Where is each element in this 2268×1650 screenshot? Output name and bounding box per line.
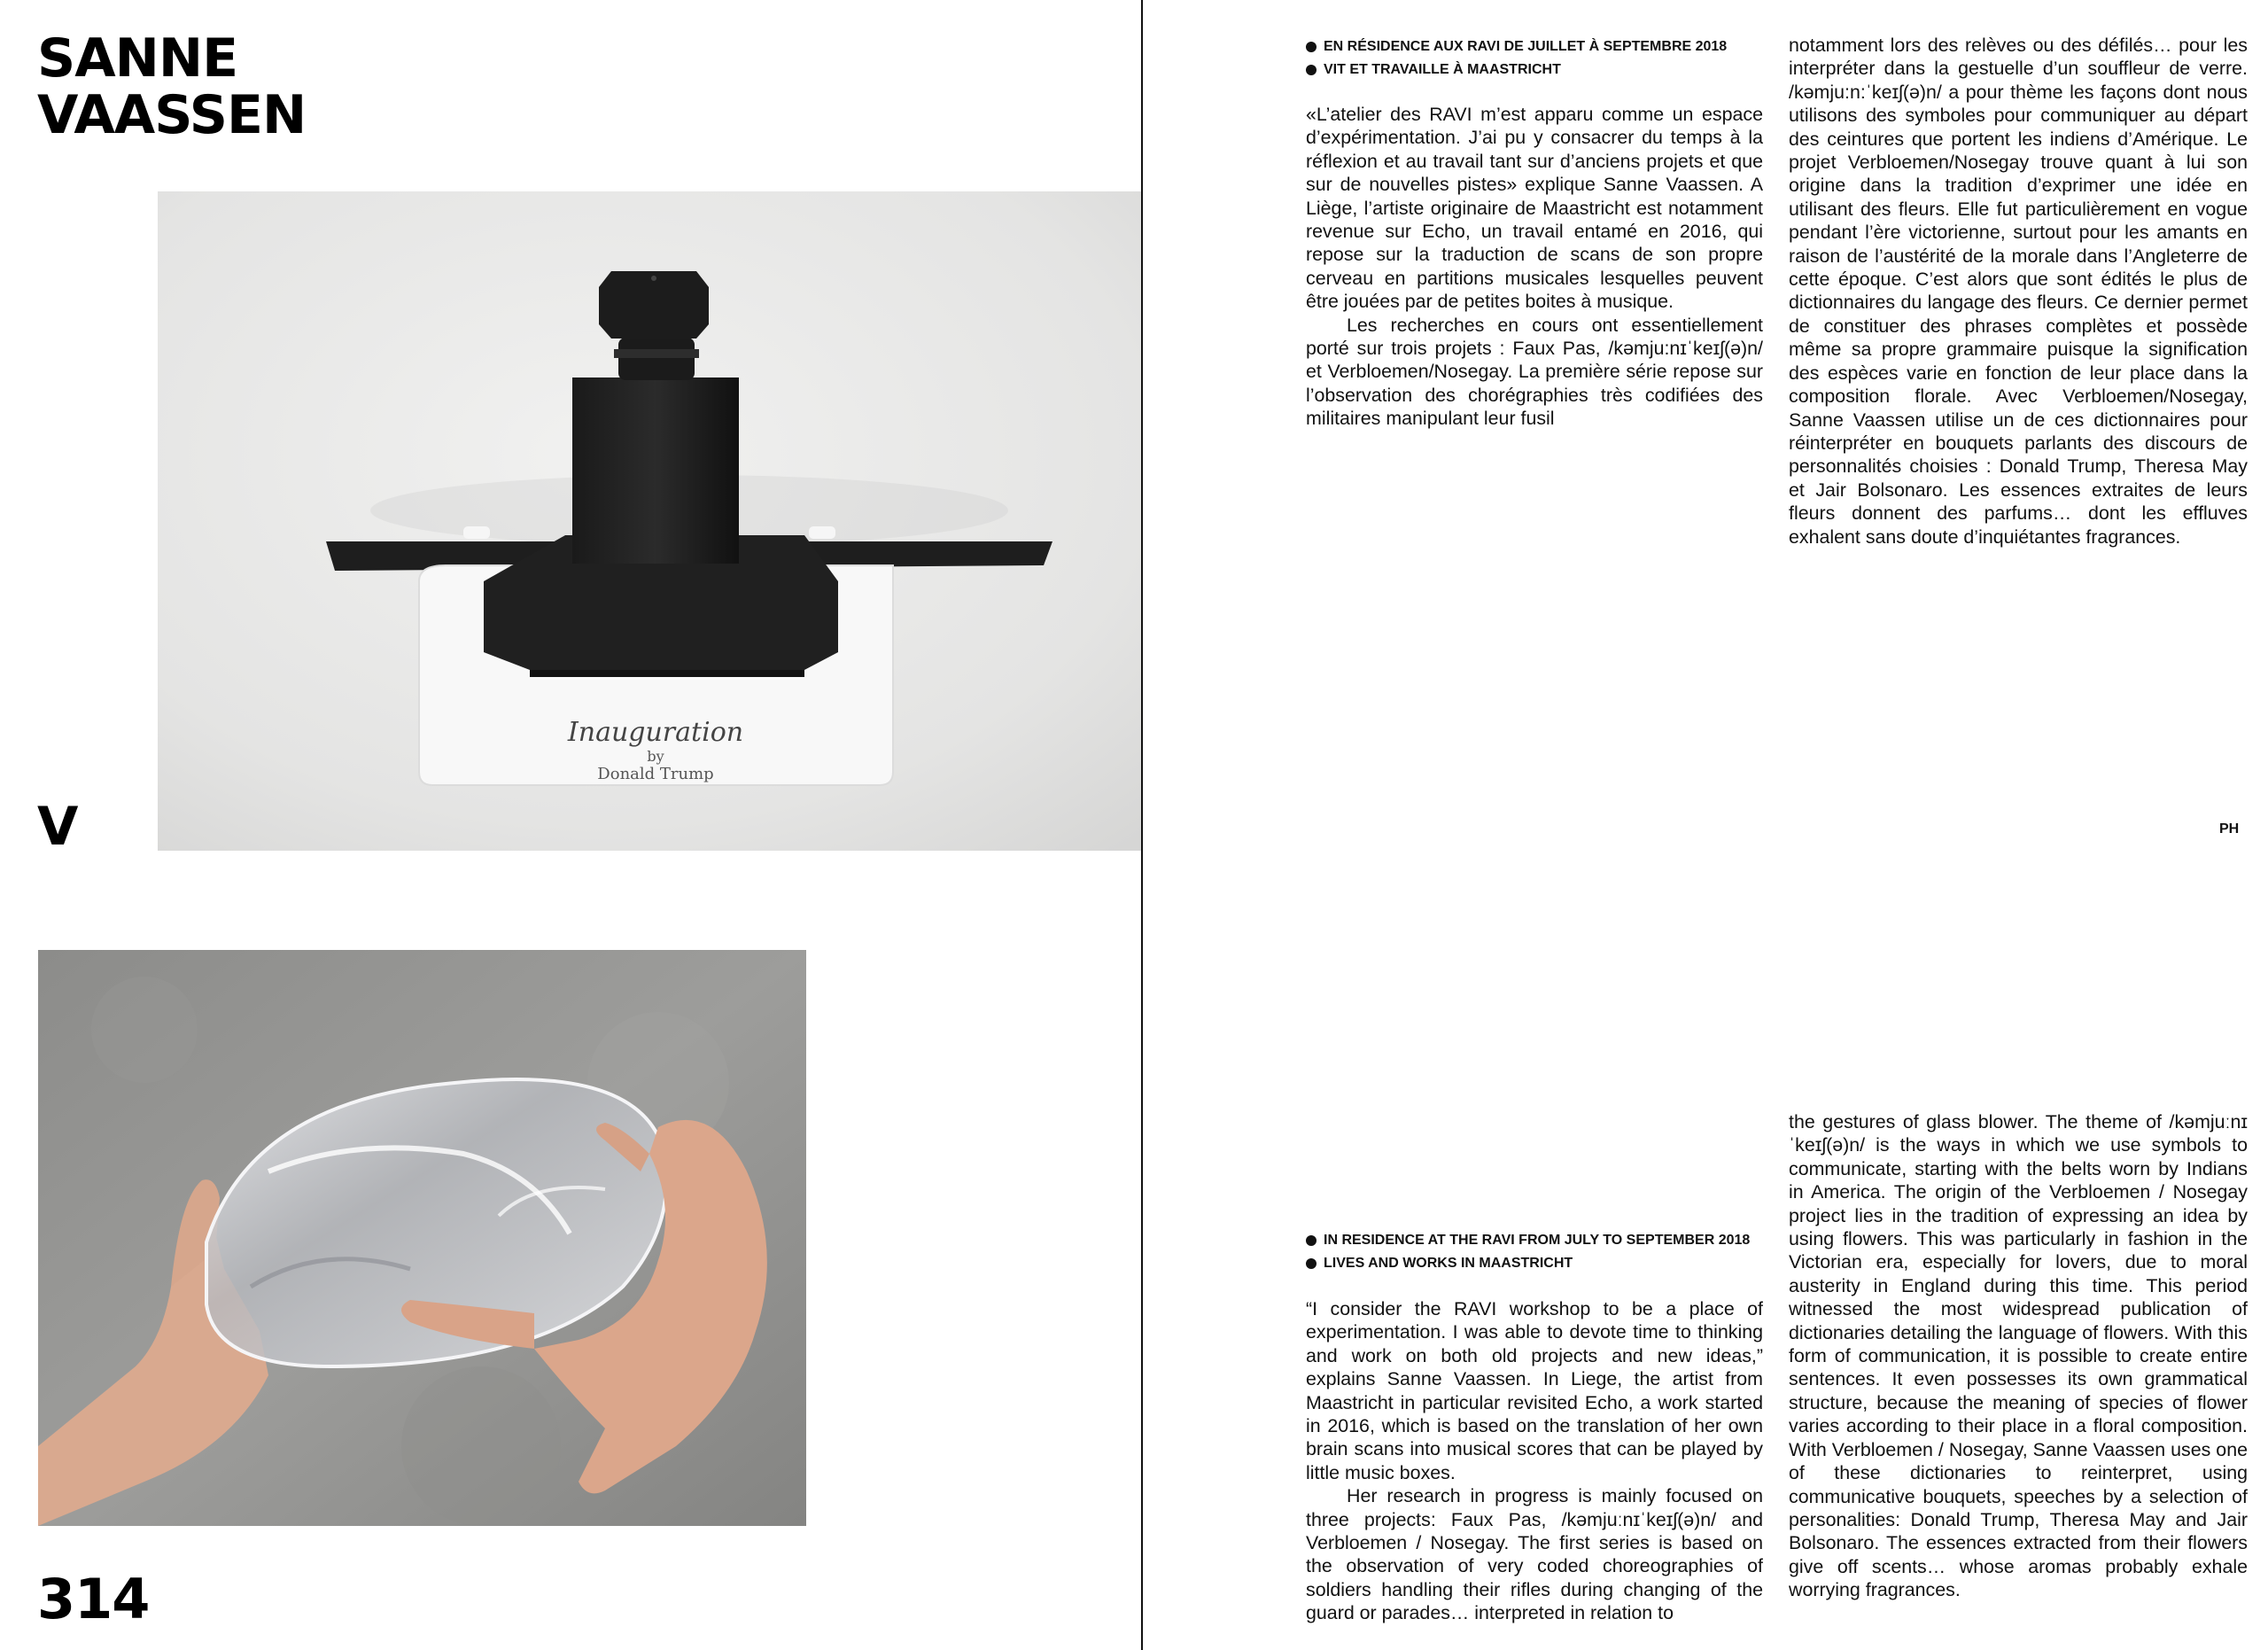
- artist-name: [37, 27, 307, 146]
- english-paragraph-3: the gestures of glass blower. The theme of /kəmjuːnɪˈkeɪʃ(ə)n/ is the ways in which we use symbols to communicate, starting with the belts worn by Indians in America. The origin of the Verbloemen / Nosegay project lies in the tradition of expressing an idea by using flowers. This was particularly in fashion in the Victorian era, especially for lovers, due to moral austerity in England during this time. This period witnessed the most widespread publication of dictionaries detailing the language of flowers. With this form of communication, it is possible to create entire sentences. It even possesses its own grammatical structure, because the meaning of species of flower varies according to their place in a floral composition. With Verbloemen / Nosegay, Sanne Vaassen uses one of these dictionaries to reinterpret, using communicative bouquets, speeches by a selection of personalities: Donald Trump, Theresa May and Jair Bolsonaro. The essences extracted from their flowers give off scents… whose aromas probably exhale worrying fragrances.: [1789, 1111, 2248, 1601]
- english-meta: [1306, 1229, 1750, 1275]
- french-paragraph-3: notamment lors des relèves ou des défilés… pour les interpréter dans la gestuelle d’un souffleur de verre. /kəmju:n:ˈkeɪʃ(ə)n/ a pour thème les façons dont nous utilisons des symboles pour communiquer au départ des ceintures que portent les indiens d’Amérique. Le projet Verbloemen/Nosegay trouve quant à lui son origine dans la tradition d’exprimer une idée en utilisant des fleurs. Elle fut particulièrement en vogue pendant l’ère victorienne, surtout pour les amants en raison de l’austérité de la morale dans l’Angleterre de cette époque. C’est alors que sont édités le plus de dictionnaires du langage des fleurs. Ce dernier permet de constituer des phrases complètes et possède même sa propre grammaire puisque la signification des espèces varie en fonction de leur place dans la composition florale. Avec Verbloemen/Nosegay, Sanne Vaassen utilise un de ces dictionnaires pour réinterpréter en bouquets parlants des discours de personnalités choisies : Donald Trump, Theresa May et Jair Bolsonaro. Les essences extraites de leurs fleurs donnent des parfums… dont les effluves exhalent sans doute d’inquiétantes fragrances.: [1789, 35, 2248, 548]
- meta-line: [1306, 58, 1727, 82]
- bullet-dot-icon: [1306, 1258, 1317, 1269]
- glass-hands-image: [38, 950, 806, 1526]
- bullet-dot-icon: [1306, 65, 1317, 75]
- meta-residence-en: IN RESIDENCE AT THE RAVI FROM JULY TO SEPTEMBER 2018: [1324, 1233, 1751, 1248]
- artist-name-line-1: SANNE: [37, 27, 238, 90]
- label-by: by: [647, 748, 664, 765]
- perfume-bottle-photo: [158, 191, 1141, 851]
- french-paragraph-1: «L’atelier des RAVI m’est apparu comme un espace d’expérimentation. J’ai pu y consacrer du temps à la réflexion et au travail tant sur d’anciens projets et que sur de nouvelles pistes» explique Sanne Vaassen. A Liège, l’artiste originaire de Maastricht est notamment revenue sur Echo, un travail entamé en 2016, qui repose sur la traduction de scans de son propre cerveau en partitions musicales lesquelles peuvent être jouées par de petites boites à musique.: [1306, 104, 1763, 313]
- french-meta: [1306, 35, 1727, 82]
- meta-location-en: LIVES AND WORKS IN MAASTRICHT: [1324, 1256, 1573, 1271]
- french-column-1: [1306, 103, 1763, 431]
- meta-line: [1306, 1229, 1750, 1252]
- meta-residence-fr: EN RÉSIDENCE AUX RAVI DE JUILLET À SEPTEMBRE 2018: [1324, 39, 1728, 54]
- french-paragraph-2: Les recherches en cours ont essentiellement porté sur trois projets : Faux Pas, /kəmju:nɪˈkeɪʃ(ə)n/ et Verbloemen/Nosegay. La première série repose sur l’observation des chorégraphies très codifiées des militaires manipulant leur fusil: [1306, 314, 1763, 430]
- english-column-2: [1789, 1110, 2248, 1602]
- page-spine: [1141, 0, 1143, 1650]
- author-initials: PH: [2219, 821, 2240, 837]
- label-author: Donald Trump: [597, 765, 714, 783]
- meta-location-fr: VIT ET TRAVAILLE À MAASTRICHT: [1324, 62, 1561, 77]
- perfume-bottle-image: [158, 191, 1141, 851]
- section-letter: V: [37, 796, 79, 858]
- glass-object-photo: [38, 950, 806, 1526]
- french-column-2: [1789, 34, 2248, 549]
- bullet-dot-icon: [1306, 1235, 1317, 1246]
- english-paragraph-2: Her research in progress is mainly focused on three projects: Faux Pas, /kəmjuːnɪˈkeɪʃ(ə)n/ and Verbloemen / Nosegay. The first series is based on the observation of very coded choreographies of soldiers handling their rifles during changing of the guard or parades… interpreted in relation to: [1306, 1485, 1763, 1624]
- meta-line: [1306, 1252, 1750, 1275]
- page-number: 314: [37, 1567, 150, 1631]
- label-title: Inauguration: [567, 717, 744, 748]
- english-column-1: [1306, 1297, 1763, 1625]
- english-paragraph-1: “I consider the RAVI workshop to be a place of experimentation. I was able to devote time to thinking and work on both old projects and new ideas,” explains Sanne Vaassen. In Liege, the artist from Maastricht in particular revisited Echo, a work started in 2016, which is based on the translation of her own brain scans into musical scores that can be played by little music boxes.: [1306, 1298, 1763, 1483]
- meta-line: [1306, 35, 1727, 58]
- artist-name-line-2: VAASSEN: [37, 84, 307, 146]
- bullet-dot-icon: [1306, 42, 1317, 52]
